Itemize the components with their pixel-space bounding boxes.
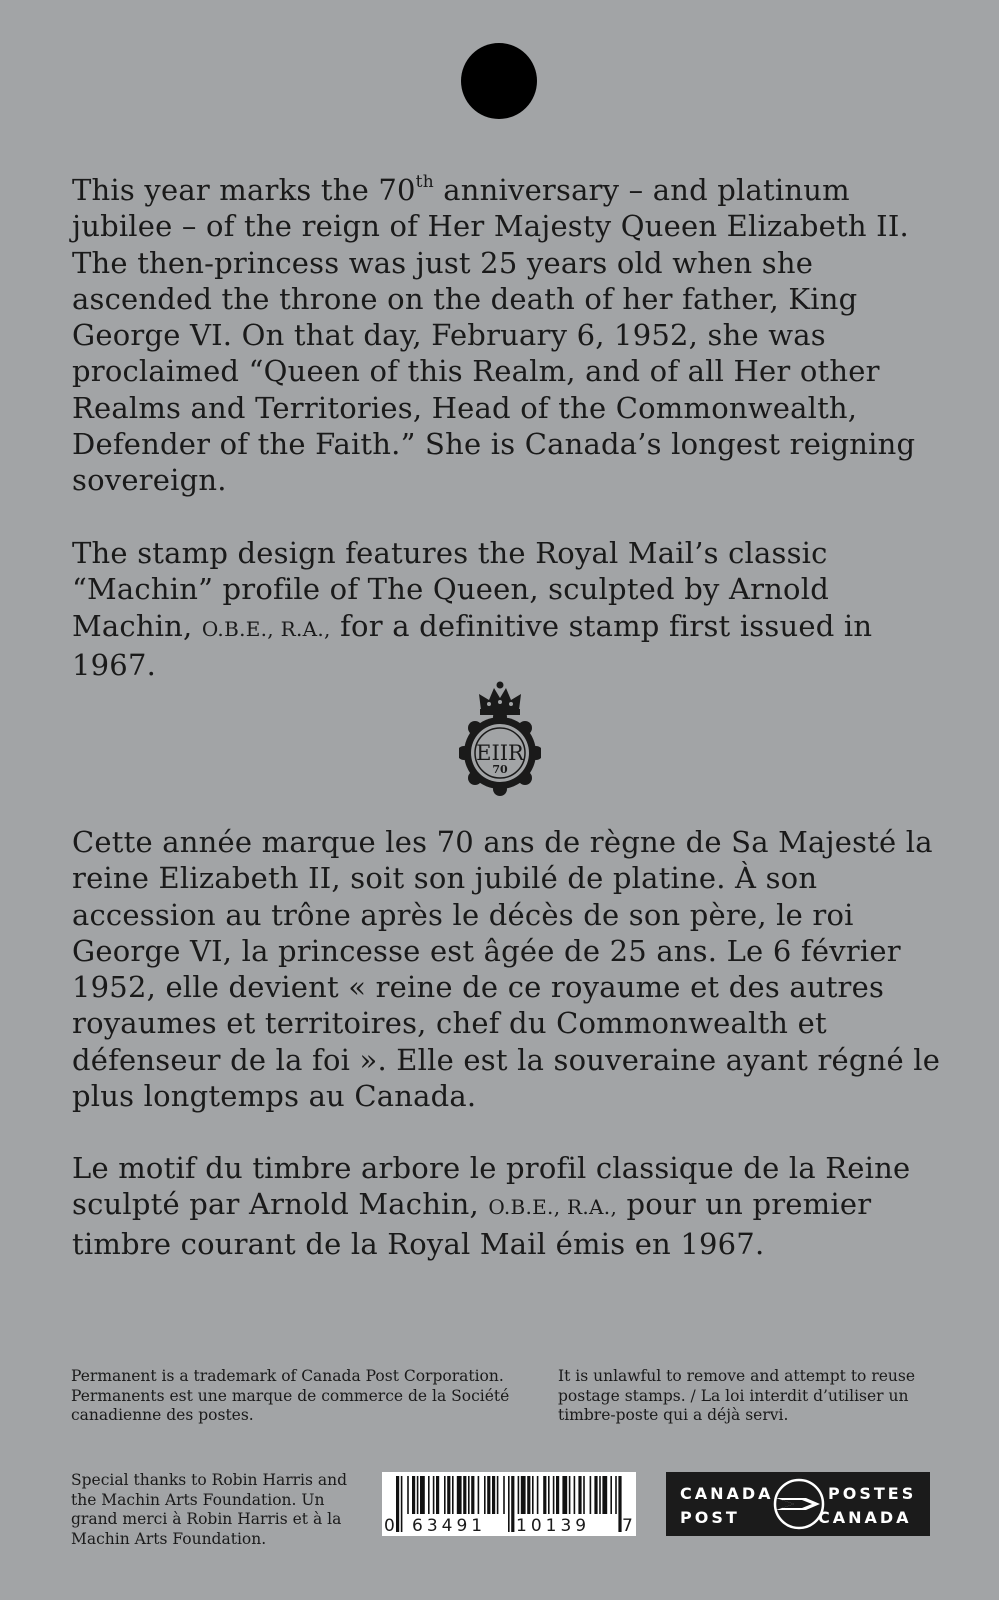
barcode-bar [548, 1476, 550, 1514]
barcode-bar [569, 1476, 571, 1514]
barcode-bar [428, 1476, 430, 1514]
barcode-bar [407, 1476, 409, 1514]
barcode-bar [497, 1476, 499, 1514]
barcode-bar [602, 1476, 607, 1514]
barcode-bar [436, 1476, 439, 1514]
barcode-bar [444, 1476, 446, 1514]
english-paragraph-2: The stamp design features the Royal Mail’s classic “Machin” profile of The Queen, sculpted by Arnold Machin, O.B.E., R.A., for a definitive stamp first issued in 1967. [72, 536, 873, 682]
barcode-bar [553, 1476, 555, 1514]
barcode-bar [583, 1476, 585, 1514]
barcode-bar [471, 1476, 474, 1514]
logo-canada: CANADA [680, 1484, 774, 1503]
barcode-bar [594, 1476, 597, 1514]
english-paragraph-1: This year marks the 70th anniversary – and platinum jubilee – of the reign of Her Majesty Queen Elizabeth II. The then-princess was just 25 years old when she ascended the throne on the death of her father, King George VI. On that day, February 6, 1952, she was proclaimed “Queen of this Realm, and of all Her other Realms and Territories, Head of the Commonwealth, Defender of the Faith.” She is Canada’s longest reigning sovereign. [72, 172, 916, 498]
barcode-bar [447, 1476, 450, 1514]
barcode-left-group: 63491 [412, 1516, 487, 1536]
barcode-bar [521, 1476, 526, 1514]
logo-canada-fr: CANADA [818, 1508, 912, 1527]
barcode-bar [478, 1476, 480, 1514]
acknowledgements: Special thanks to Robin Harris and the Machin Arts Foundation. Un grand merci à Robin Harris et à la Machin Arts Foundation. [71, 1471, 348, 1548]
barcode-bar [590, 1476, 592, 1514]
barcode-bar [463, 1476, 466, 1514]
barcode-bar [527, 1476, 530, 1514]
barcode-bar [433, 1476, 435, 1514]
barcode-bar [503, 1476, 505, 1514]
barcode-bar [599, 1476, 601, 1514]
logo-postes: POSTES [828, 1484, 917, 1503]
barcode-bar [543, 1476, 546, 1514]
royal-cypher-icon [459, 680, 541, 796]
barcode-first-digit: 0 [384, 1516, 395, 1536]
canada-post-logo [666, 1472, 930, 1536]
reuse-warning: It is unlawful to remove and attempt to reuse postage stamps. / La loi interdit d’utiliser un timbre-poste qui a déjà servi. [558, 1367, 916, 1424]
logo-post: POST [680, 1508, 740, 1527]
honours-smallcaps: O.B.E., R.A., [201, 616, 331, 641]
barcode-bar [578, 1476, 581, 1514]
trademark-notice: Permanent is a trademark of Canada Post Corporation. Permanents est une marque de commerce de la Société canadienne des postes. [71, 1367, 510, 1424]
barcode-bar [610, 1476, 612, 1514]
barcode-bar [420, 1476, 425, 1514]
superscript-th: th [415, 172, 434, 193]
barcode-bar [417, 1476, 419, 1514]
barcode-bar [615, 1476, 617, 1514]
barcode-bar [457, 1476, 462, 1514]
barcode-check-digit: 7 [622, 1516, 633, 1536]
barcode-bar [452, 1476, 454, 1514]
honours-smallcaps-fr: O.B.E., R.A., [488, 1195, 618, 1220]
barcode-bar [556, 1476, 559, 1514]
barcode-bar [574, 1476, 576, 1514]
barcode-right-group: 10139 [516, 1516, 591, 1536]
barcode-bar [518, 1476, 520, 1514]
cypher-letters: EIIR [476, 741, 524, 765]
barcode-bar [412, 1476, 415, 1514]
french-paragraph-2: Le motif du timbre arbore le profil classique de la Reine sculpté par Arnold Machin, O.B.E., R.A., pour un premier timbre courant de la Royal Mail émis en 1967. [72, 1151, 911, 1261]
barcode-bar [532, 1476, 534, 1514]
cypher-number: 70 [492, 763, 508, 776]
barcode-bar [484, 1476, 486, 1514]
barcode-bar [492, 1476, 495, 1514]
barcode-bar [487, 1476, 490, 1514]
barcode [382, 1472, 636, 1536]
barcode-bar [562, 1476, 567, 1514]
barcode-bar [468, 1476, 470, 1514]
barcode-bar [537, 1476, 539, 1514]
french-paragraph-1: Cette année marque les 70 ans de règne de Sa Majesté la reine Elizabeth II, soit son jubilé de platine. À son accession au trône après le décès de son père, le roi George VI, la princesse est âgée de 25 ans. Le 6 février 1952, elle devient « reine de ce royaume et des autres royaumes et territoires, chef du Commonwealth et défenseur de la foi ». Elle est la souveraine ayant régné le plus longtemps au Canada. [72, 825, 941, 1114]
hang-hole [461, 43, 537, 119]
